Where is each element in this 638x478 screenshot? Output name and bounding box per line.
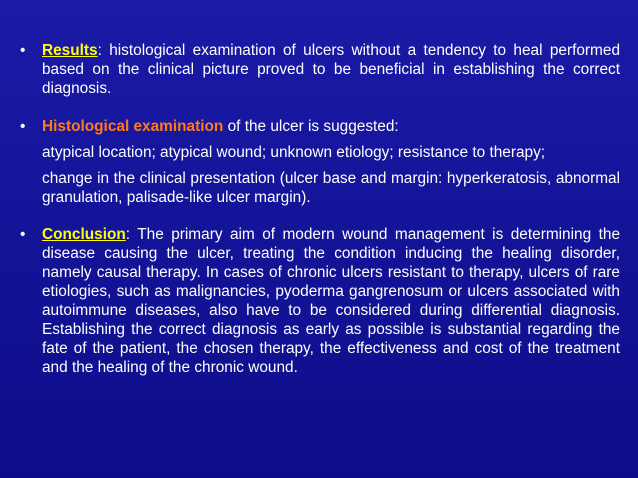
- conclusion-paragraph: [42, 225, 620, 377]
- conclusion-bullet-item: [20, 225, 620, 377]
- conclusion-heading: Conclusion: [42, 226, 126, 243]
- bullet-marker: •: [20, 226, 26, 243]
- bullet-marker: •: [20, 42, 26, 59]
- histological-text: of the ulcer is suggested:: [223, 118, 399, 135]
- histological-bullet-item: [20, 117, 620, 136]
- results-paragraph: [42, 41, 620, 98]
- results-bullet-item: [20, 41, 620, 98]
- histological-paragraph: [42, 117, 620, 136]
- conclusion-text: : The primary aim of modern wound management is determining the disease causing the ulcer, treating the condition inducing the healing disorder, namely causal therapy. In cases of chronic ulcers resistant to therapy, ulcers of rare etiologies, such as malignancies, pyoderma gangrenosum or ulcers associated with autoimmune diseases, also have to be considered during differential diagnosis. Establishing the correct diagnosis as early as possible is substantial regarding the fate of the patient, the chosen therapy, the effectiveness and cost of the treatment and the healing of the chronic wound.: [42, 226, 620, 376]
- results-text: : histological examination of ulcers without a tendency to heal performed based on the clinical picture proved to be beneficial in establishing the correct diagnosis.: [42, 42, 620, 97]
- histological-criteria-line: change in the clinical presentation (ulcer base and margin: hyperkeratosis, abnormal granulation, palisade-like ulcer margin).: [42, 170, 620, 206]
- results-heading: Results: [42, 42, 98, 59]
- bullet-marker: •: [20, 118, 26, 135]
- histological-criteria-line: atypical location; atypical wound; unknown etiology; resistance to therapy;: [42, 144, 546, 161]
- histological-heading: Histological examination: [42, 118, 224, 135]
